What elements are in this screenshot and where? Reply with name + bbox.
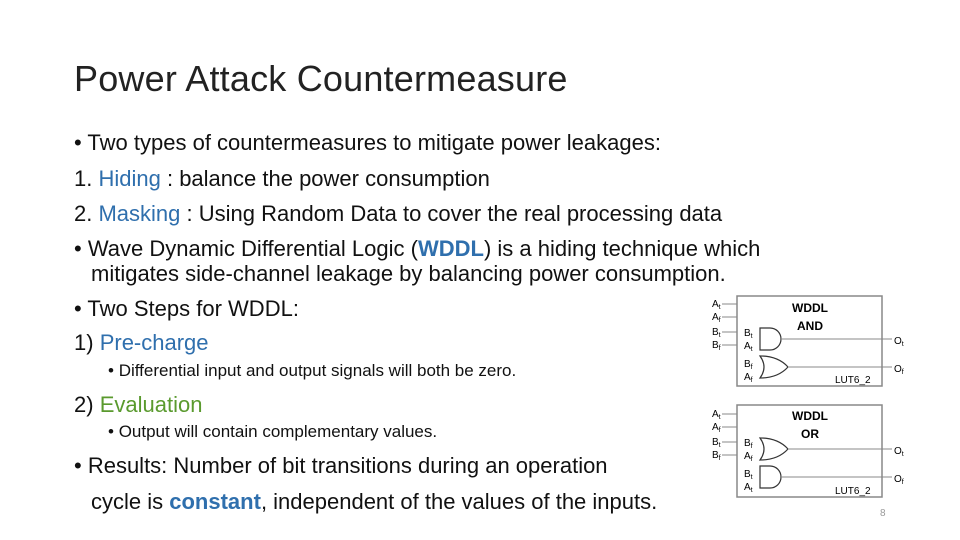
gate1-input-a: $A_t$ — [744, 341, 753, 353]
wddl-and-diagram — [700, 292, 915, 394]
evaluation-term: Evaluation — [99, 392, 203, 417]
results-cont-pre: cycle is — [91, 489, 170, 514]
slide-title: Power Attack Countermeasure — [74, 58, 568, 99]
hiding-term: Hiding — [98, 166, 161, 191]
lut-label: LUT6_2 — [835, 375, 871, 386]
input-label-bt: $B_t$ — [712, 327, 721, 339]
step-precharge — [74, 330, 209, 356]
bullet-results-continuation — [91, 489, 657, 515]
bullet-wddl — [74, 236, 760, 262]
and-gate-symbol — [760, 328, 781, 350]
or-gate-symbol — [760, 356, 788, 378]
step-number: 1) — [74, 330, 94, 355]
bullet-marker: • — [74, 296, 82, 321]
gate1-input-a: $A_f$ — [744, 451, 753, 463]
bullet-marker: • — [74, 130, 82, 155]
constant-term: constant — [169, 489, 261, 514]
gate1-input-b: $B_f$ — [744, 438, 753, 450]
lut-label: LUT6_2 — [835, 486, 871, 497]
hiding-desc: : balance the power consumption — [160, 166, 490, 191]
bullet-results — [74, 453, 608, 479]
item-number: 1. — [74, 166, 93, 191]
bullet-text: Results: Number of bit transitions during an operation — [87, 453, 608, 478]
item-masking — [74, 201, 722, 227]
gate2-input-b: $B_f$ — [744, 359, 753, 371]
input-label-at: $A_t$ — [712, 299, 721, 311]
precharge-detail — [108, 361, 516, 381]
wddl-pre: Wave Dynamic Differential Logic ( — [87, 236, 418, 261]
output-label-of: $O_f$ — [894, 474, 904, 486]
wddl-or-diagram — [700, 401, 915, 503]
bullet-two-steps — [74, 296, 299, 322]
input-label-af: $A_f$ — [712, 422, 721, 434]
output-label-ot: $O_t$ — [894, 446, 904, 458]
and-gate-symbol — [760, 466, 781, 488]
item-hiding — [74, 166, 490, 192]
diagram-title-1: WDDL — [792, 409, 828, 423]
step-evaluation — [74, 392, 202, 418]
input-label-af: $A_f$ — [712, 312, 721, 324]
precharge-term: Pre-charge — [99, 330, 209, 355]
gate2-input-a: $A_t$ — [744, 482, 753, 494]
gate1-input-b: $B_t$ — [744, 328, 753, 340]
output-label-ot: $O_t$ — [894, 336, 904, 348]
step-number: 2) — [74, 392, 94, 417]
diagram-title-2: OR — [801, 427, 819, 441]
masking-desc: : Using Random Data to cover the real processing data — [180, 201, 723, 226]
item-number: 2. — [74, 201, 93, 226]
sub-bullet-marker: • — [108, 361, 114, 380]
input-label-bf: $B_f$ — [712, 340, 721, 352]
input-label-bt: $B_t$ — [712, 437, 721, 449]
gate2-input-a: $A_f$ — [744, 372, 753, 384]
gate2-input-b: $B_t$ — [744, 469, 753, 481]
wddl-post: ) is a hiding technique which — [483, 236, 761, 261]
input-label-at: $A_t$ — [712, 409, 721, 421]
sub-bullet-text: Output will contain complementary values. — [118, 422, 438, 441]
diagram-title-2: AND — [797, 319, 823, 333]
bullet-marker: • — [74, 236, 82, 261]
evaluation-detail — [108, 422, 437, 442]
diagram-title-1: WDDL — [792, 301, 828, 315]
wddl-term: WDDL — [417, 236, 484, 261]
bullet-text: Two Steps for WDDL: — [87, 296, 299, 321]
masking-term: Masking — [98, 201, 181, 226]
bullet-marker: • — [74, 453, 82, 478]
output-label-of: $O_f$ — [894, 364, 904, 376]
bullet-text: Two types of countermeasures to mitigate power leakages: — [87, 130, 661, 155]
page-number: 8 — [880, 508, 886, 519]
sub-bullet-text: Differential input and output signals will both be zero. — [118, 361, 517, 380]
bullet-countermeasure-types — [74, 130, 661, 156]
sub-bullet-marker: • — [108, 422, 114, 441]
results-cont-post: , independent of the values of the inputs. — [260, 489, 658, 514]
bullet-wddl-continuation: mitigates side-channel leakage by balancing power consumption. — [91, 261, 726, 286]
input-label-bf: $B_f$ — [712, 450, 721, 462]
or-gate-symbol — [760, 438, 788, 460]
